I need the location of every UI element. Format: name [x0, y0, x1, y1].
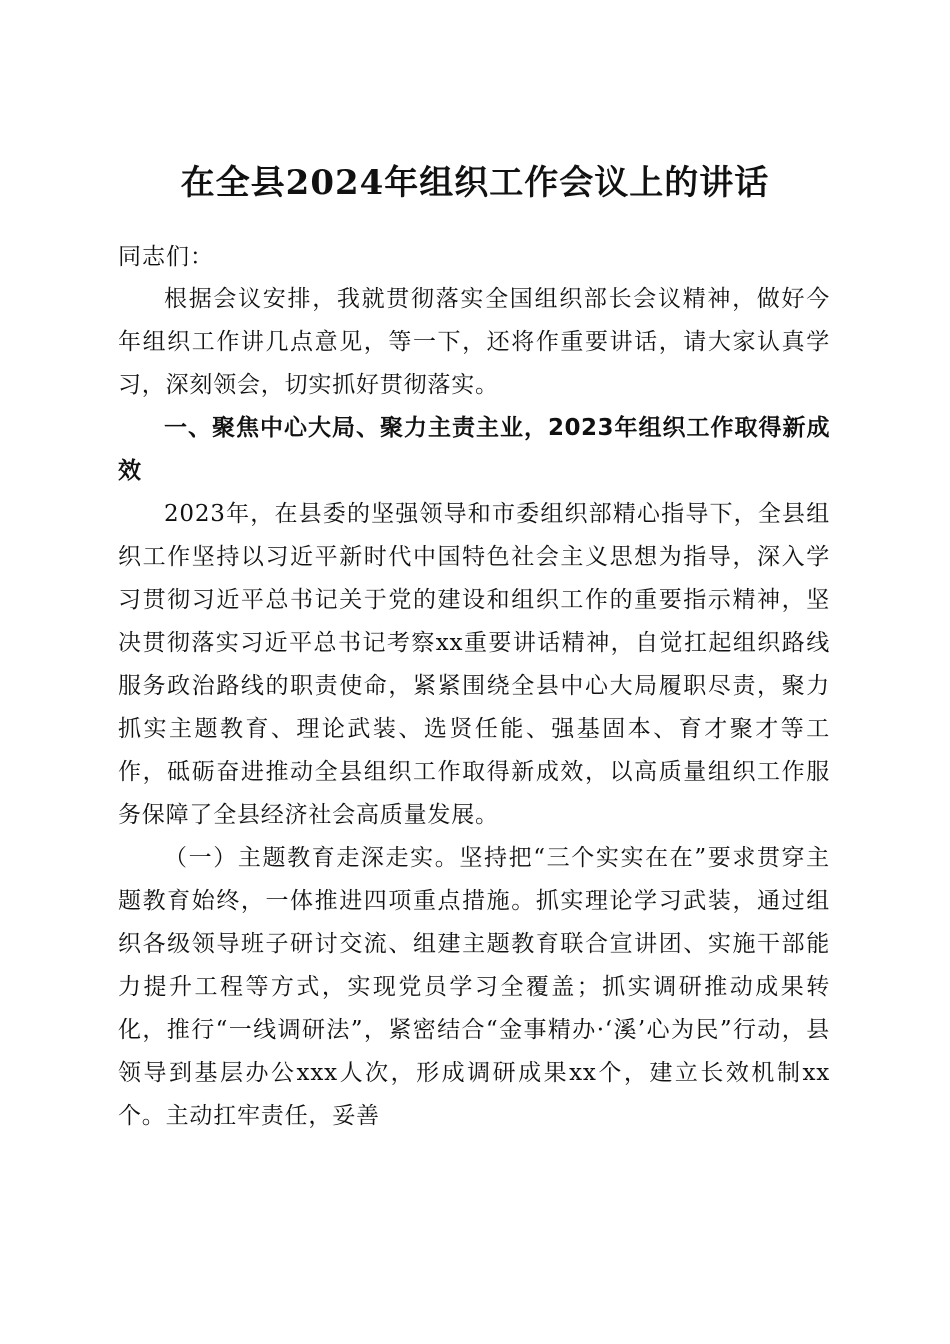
subsection-1-paragraph: [118, 837, 830, 1138]
subsection-heading-1: （一）主题教育走深走实。: [164, 845, 460, 871]
salutation: 同志们：: [118, 244, 214, 270]
section-1-paragraph: 2023年，在县委的坚强领导和市委组织部精心指导下，全县组织工作坚持以习近平新时代中国特色社会主义思想为指导，深入学习贯彻习近平总书记关于党的建设和组织工作的重要指示精神，坚决贯彻落实习近平总书记考察xx重要讲话精神，自觉扛起组织路线服务政治路线的职责使命，紧紧围绕全县中心大局履职尽责，聚力抓实主题教育、理论武装、选贤任能、强基固本、育才聚才等工作，砥砺奋进推动全县组织工作取得新成效，以高质量组织工作服务保障了全县经济社会高质量发展。: [118, 501, 830, 828]
section-heading-1: 一、聚焦中心大局、聚力主责主业，2023年组织工作取得新成效: [118, 415, 830, 484]
document-title: 在全县2024年组织工作会议上的讲话: [180, 162, 770, 203]
document-body: [118, 236, 830, 1138]
intro-paragraph: 根据会议安排，我就贯彻落实全国组织部长会议精神，做好今年组织工作讲几点意见，等一下，还将作重要讲话，请大家认真学习，深刻领会，切实抓好贯彻落实。: [118, 286, 830, 398]
subsection-1-text: 坚持把“三个实实在在”要求贯穿主题教育始终，一体推进四项重点措施。抓实理论学习武装，通过组织各级领导班子研讨交流、组建主题教育联合宣讲团、实施干部能力提升工程等方式，实现党员学习全覆盖；抓实调研推动成果转化，推行“一线调研法”，紧密结合“金事精办·‘溪’心为民”行动，县领导到基层办公xxx人次，形成调研成果xx个，建立长效机制xx个。主动扛牢责任，妥善: [118, 845, 830, 1129]
